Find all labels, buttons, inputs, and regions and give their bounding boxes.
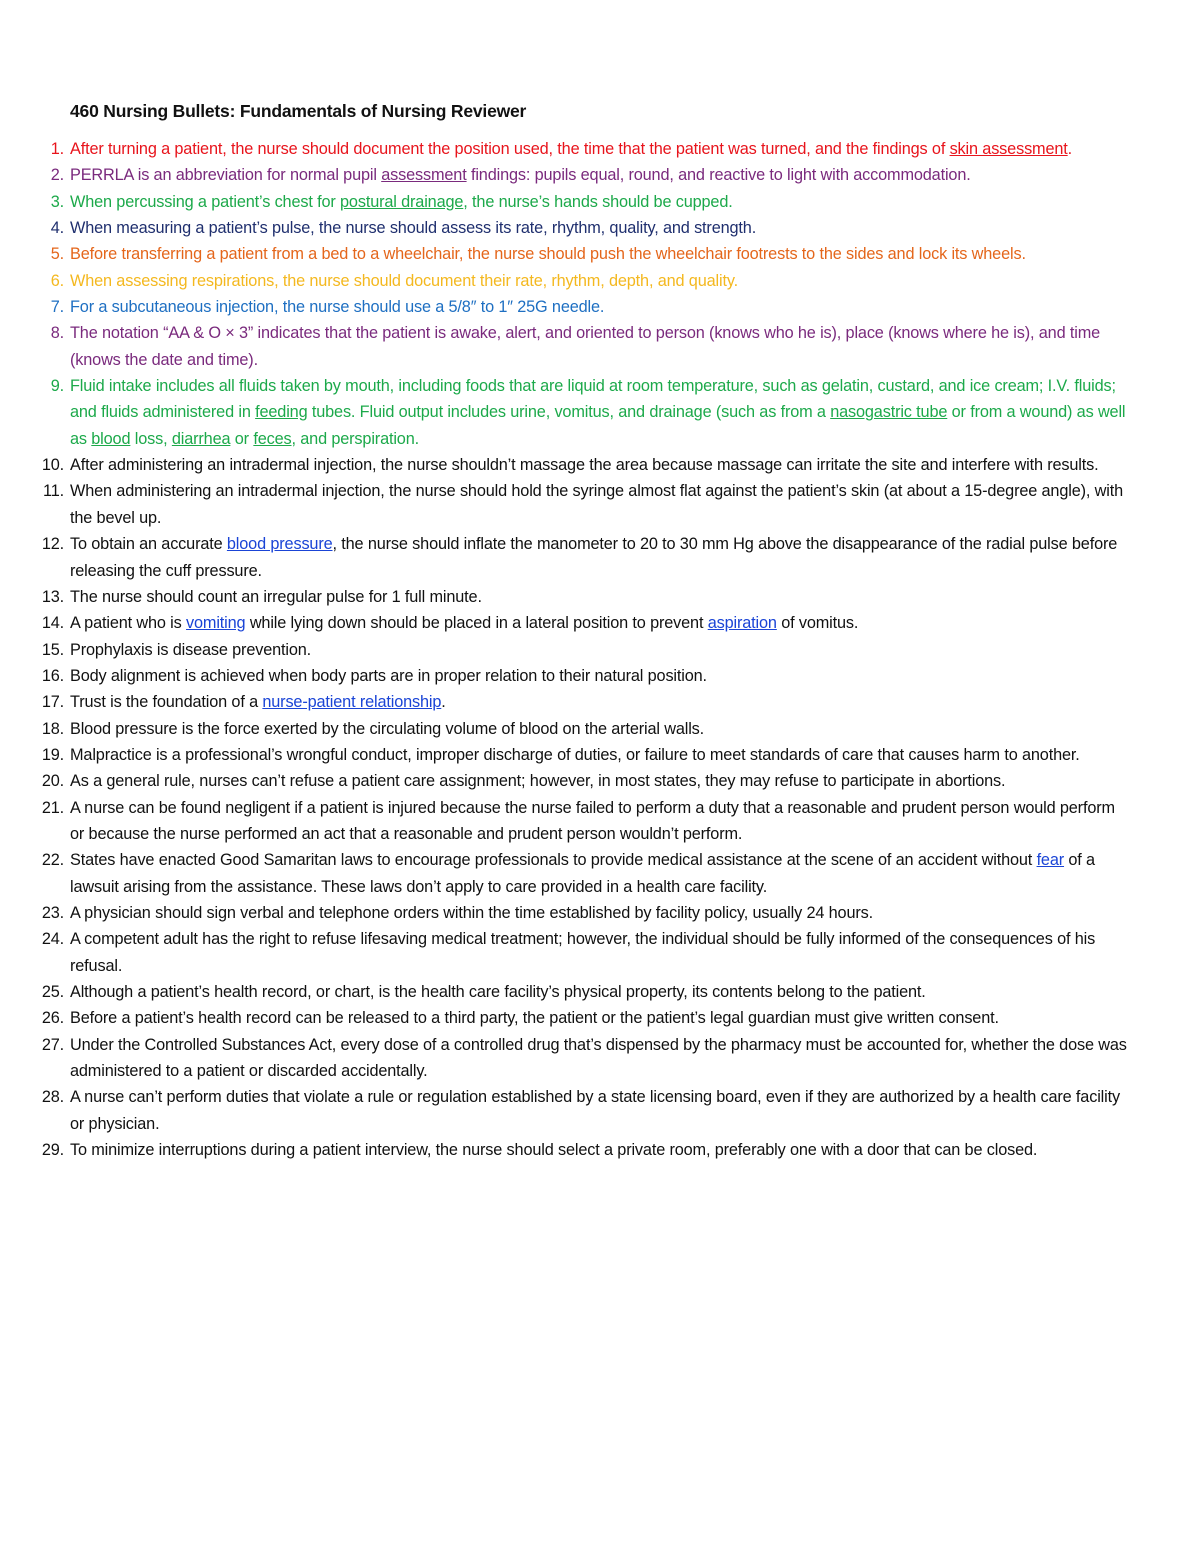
item-text: For a subcutaneous injection, the nurse should use a 5/8″ to 1″ 25G needle. xyxy=(70,298,605,317)
inline-link[interactable]: postural drainage xyxy=(340,192,464,211)
item-number: 23. xyxy=(41,903,64,922)
item-text: tubes. Fluid output includes urine, vomitus, and drainage (such as from a xyxy=(307,403,831,422)
item-number: 15. xyxy=(41,640,64,659)
item-text: When percussing a patient’s chest for xyxy=(70,192,341,211)
list-item xyxy=(41,768,1130,794)
list-item xyxy=(41,689,1130,715)
item-text: Trust is the foundation of a xyxy=(70,693,263,712)
item-text: A competent adult has the right to refuse lifesaving medical treatment; however, the individual should be fully informed of the consequences of his refusal. xyxy=(70,930,1096,975)
inline-link[interactable]: skin assessment xyxy=(949,140,1068,158)
item-text: Before transferring a patient from a bed to a wheelchair, the nurse should push the wheelchair footrests to the sides and lock its wheels. xyxy=(70,245,1026,264)
bullet-list xyxy=(41,136,1130,1163)
inline-link[interactable]: diarrhea xyxy=(171,429,231,448)
list-item xyxy=(41,610,1130,636)
item-text: The notation “AA & O × 3” indicates that the patient is awake, alert, and oriented to person (knows who he is), place (knows where he is), and time (knows the date and time). xyxy=(70,324,1101,369)
item-number: 14. xyxy=(41,614,64,633)
item-number: 2. xyxy=(50,166,64,185)
item-text: loss, xyxy=(130,429,172,448)
item-number: 24. xyxy=(41,930,64,949)
list-item xyxy=(41,584,1130,610)
item-text: , and perspiration. xyxy=(291,429,419,448)
list-item xyxy=(50,215,1130,241)
inline-link[interactable]: nasogastric tube xyxy=(830,403,948,422)
list-item xyxy=(41,900,1130,926)
item-number: 5. xyxy=(50,245,64,264)
item-text: of vomitus. xyxy=(776,614,859,633)
item-text: Blood pressure is the force exerted by the circulating volume of blood on the arterial walls. xyxy=(70,719,705,738)
item-number: 8. xyxy=(50,324,64,343)
item-number: 20. xyxy=(41,772,64,791)
list-item xyxy=(50,294,1130,320)
item-text: A physician should sign verbal and telephone orders within the time established by facility policy, usually 24 hours. xyxy=(70,903,874,922)
item-text: After administering an intradermal injection, the nurse shouldn’t massage the area because massage can irritate the site and interfere with results. xyxy=(70,456,1099,475)
list-item xyxy=(50,320,1130,373)
list-item xyxy=(43,478,1130,531)
item-number: 27. xyxy=(41,1035,64,1054)
item-text: Body alignment is achieved when body parts are in proper relation to their natural position. xyxy=(70,666,707,685)
inline-link[interactable]: feces xyxy=(253,429,292,448)
list-item xyxy=(41,926,1130,979)
item-text: As a general rule, nurses can’t refuse a patient care assignment; however, in most states, they may refuse to participate in abortions. xyxy=(70,772,1006,791)
item-number: 21. xyxy=(41,798,64,817)
list-item xyxy=(41,1005,1130,1031)
inline-link[interactable]: nurse-patient relationship xyxy=(262,693,442,712)
inline-link[interactable]: fear xyxy=(1036,851,1065,870)
item-text: Although a patient’s health record, or chart, is the health care facility’s physical property, its contents belong to the patient. xyxy=(70,983,926,1001)
item-text: The nurse should count an irregular pulse for 1 full minute. xyxy=(70,587,482,606)
list-item xyxy=(50,268,1130,294)
item-text: A patient who is xyxy=(70,614,187,633)
list-item xyxy=(50,136,1130,162)
item-text: or xyxy=(230,429,254,448)
item-number: 17. xyxy=(41,693,64,712)
item-number: 16. xyxy=(41,666,64,685)
list-item xyxy=(41,531,1130,584)
item-number: 25. xyxy=(41,983,64,1001)
item-number: 4. xyxy=(50,219,64,238)
item-number: 19. xyxy=(41,745,64,764)
item-text: A nurse can’t perform duties that violate a rule or regulation established by a state licensing board, even if they are authorized by a health care facility or physician. xyxy=(70,1088,1120,1133)
inline-link[interactable]: feeding xyxy=(255,403,308,422)
item-text: Under the Controlled Substances Act, every dose of a controlled drug that’s dispensed by the pharmacy must be accounted for, whether the dose was administered to a patient or discarded accidentally. xyxy=(70,1035,1127,1081)
item-text: or from a wound) as well as xyxy=(70,403,1126,448)
page-title: 460 Nursing Bullets: Fundamentals of Nursing Reviewer xyxy=(70,101,527,121)
item-text: Fluid intake includes all fluids taken by mouth, including foods that are liquid at room temperature, such as gelatin, custard, and ice cream; I.V. fluids; and fluids administered in xyxy=(70,377,1116,422)
item-number: 6. xyxy=(50,271,64,290)
inline-link[interactable]: vomiting xyxy=(186,614,246,633)
list-item xyxy=(41,979,1130,1005)
list-item xyxy=(50,241,1130,267)
list-item xyxy=(50,189,1130,215)
item-text: A nurse can be found negligent if a patient is injured because the nurse failed to perform a duty that a reasonable and prudent person would perform or because the nurse performed an act that a reasonable and prudent person wouldn’t perform. xyxy=(70,798,1115,843)
item-text: of a lawsuit arising from the assistance. These laws don’t apply to care provided in a health care facility. xyxy=(70,851,1095,896)
item-number: 12. xyxy=(41,535,64,554)
list-item xyxy=(50,162,1130,188)
inline-link[interactable]: blood pressure xyxy=(226,535,333,554)
item-text: , the nurse should inflate the manometer to 20 to 30 mm Hg above the disappearance of the radial pulse before releasing the cuff pressure. xyxy=(70,535,1118,580)
item-number: 22. xyxy=(41,851,64,870)
item-number: 3. xyxy=(50,192,64,211)
list-item xyxy=(41,795,1130,848)
list-item xyxy=(41,847,1130,900)
item-text: States have enacted Good Samaritan laws to encourage professionals to provide medical assistance at the scene of an accident without xyxy=(70,851,1037,870)
inline-link[interactable]: aspiration xyxy=(707,614,777,633)
inline-link[interactable]: blood xyxy=(91,429,131,448)
item-number: 29. xyxy=(41,1141,64,1160)
item-text: When measuring a patient’s pulse, the nurse should assess its rate, rhythm, quality, and strength. xyxy=(70,219,757,238)
item-text: Prophylaxis is disease prevention. xyxy=(70,640,312,659)
item-text: After turning a patient, the nurse should document the position used, the time that the patient was turned, and the findings of xyxy=(70,140,950,158)
list-item xyxy=(41,1032,1130,1085)
list-item xyxy=(50,373,1130,452)
item-text: . xyxy=(1067,140,1073,158)
list-item xyxy=(41,1137,1130,1163)
item-text: PERRLA is an abbreviation for normal pupil xyxy=(70,166,382,185)
item-number: 1. xyxy=(50,140,64,158)
list-item xyxy=(41,742,1130,768)
item-text: Before a patient’s health record can be released to a third party, the patient or the patient’s legal guardian must give written consent. xyxy=(70,1009,999,1028)
item-text: , the nurse’s hands should be cupped. xyxy=(463,192,733,211)
item-text: To minimize interruptions during a patient interview, the nurse should select a private room, preferably one with a door that can be closed. xyxy=(70,1141,1038,1160)
item-number: 9. xyxy=(50,377,64,396)
list-item xyxy=(41,716,1130,742)
list-item xyxy=(41,1084,1130,1137)
item-number: 10. xyxy=(41,456,64,475)
item-number: 7. xyxy=(50,298,64,317)
item-text: When assessing respirations, the nurse should document their rate, rhythm, depth, and quality. xyxy=(70,271,738,290)
item-text: When administering an intradermal injection, the nurse should hold the syringe almost flat against the patient’s skin (at about a 15-degree angle), with the bevel up. xyxy=(70,482,1123,527)
inline-link[interactable]: assessment xyxy=(381,166,467,185)
item-number: 18. xyxy=(41,719,64,738)
item-number: 26. xyxy=(41,1009,64,1028)
item-text: . xyxy=(441,693,446,712)
list-item xyxy=(41,452,1130,478)
item-number: 28. xyxy=(41,1088,64,1107)
item-text: To obtain an accurate xyxy=(70,535,227,554)
item-number: 11. xyxy=(43,482,64,501)
item-text: findings: pupils equal, round, and reactive to light with accommodation. xyxy=(466,166,971,185)
list-item xyxy=(41,663,1130,689)
item-text: Malpractice is a professional’s wrongful conduct, improper discharge of duties, or failure to meet standards of care that causes harm to another. xyxy=(70,745,1080,764)
list-item xyxy=(41,637,1130,663)
item-number: 13. xyxy=(41,587,64,606)
item-text: while lying down should be placed in a lateral position to prevent xyxy=(245,614,708,633)
